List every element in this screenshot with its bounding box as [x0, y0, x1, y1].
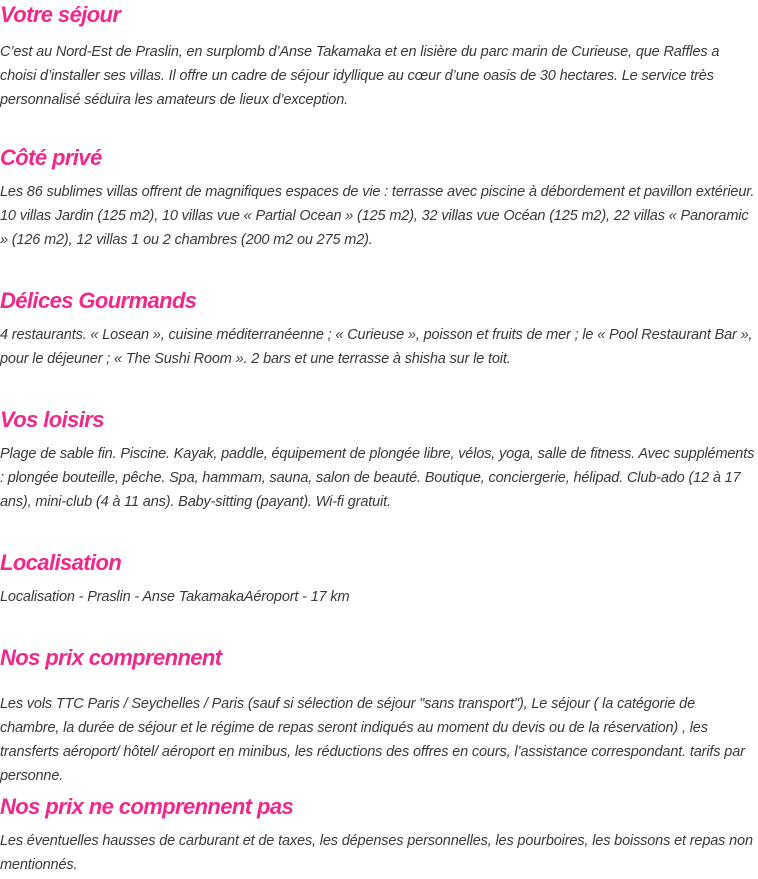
section-text-delices-gourmands: 4 restaurants. « Losean », cuisine méditerranéenne ; « Curieuse », poisson et fruits de mer ; le « Pool Restaurant Bar », pour le déjeuner ; « The Sushi Room ». 2 bars et une terrasse à shisha sur le toit.	[0, 327, 753, 367]
section-title-nos-prix-ne-comprennent-pas: Nos prix ne comprennent pas	[0, 794, 294, 819]
section-title-votre-sejour: Votre séjour	[0, 2, 121, 27]
section-title-localisation: Localisation	[0, 550, 122, 575]
section-text-nos-prix-ne-comprennent-pas: Les éventuelles hausses de carburant et de taxes, les dépenses personnelles, les pourboires, les boissons et repas non mentionnés.	[0, 833, 753, 873]
section-vos-loisirs	[0, 405, 758, 514]
section-cote-prive	[0, 143, 758, 252]
section-delices-gourmands	[0, 286, 758, 371]
section-title-cote-prive: Côté privé	[0, 145, 102, 170]
section-text-nos-prix-comprennent: Les vols TTC Paris / Seychelles / Paris (sauf si sélection de séjour "sans transport"), Le séjour ( la catégorie de chambre, la durée de séjour et le régime de repas seront indiqués au moment du devis ou de la réservation) , les transferts aéroport/ hôtel/ aéroport en minibus, les réductions des offres en cours, l’assistance correspondant. tarifs par personne.	[0, 696, 745, 784]
section-text-cote-prive: Les 86 sublimes villas offrent de magnifiques espaces de vie : terrasse avec piscine à débordement et pavillon extérieur. 10 villas Jardin (125 m2), 10 villas vue « Partial Ocean » (125 m2), 32 villas vue Océan (125 m2), 22 villas « Panoramic » (126 m2), 12 villas 1 ou 2 chambres (200 m2 ou 275 m2).	[0, 184, 755, 248]
section-text-vos-loisirs: Plage de sable fin. Piscine. Kayak, paddle, équipement de plongée libre, vélos, yoga, salle de fitness. Avec suppléments : plongée bouteille, pêche. Spa, hammam, sauna, salon de beauté. Boutique, conciergerie, hélipad. Club-ado (12 à 17 ans), mini-club (4 à 11 ans). Baby-sitting (payant). Wi-fi gratuit.	[0, 446, 755, 510]
section-text-localisation: Localisation - Praslin - Anse TakamakaAéroport - 17 km	[0, 589, 350, 605]
section-nos-prix-comprennent	[0, 643, 758, 788]
section-title-nos-prix-comprennent: Nos prix comprennent	[0, 645, 222, 670]
section-title-delices-gourmands: Délices Gourmands	[0, 288, 197, 313]
section-votre-sejour	[0, 0, 758, 112]
section-text-votre-sejour: C’est au Nord-Est de Praslin, en surplomb d’Anse Takamaka et en lisière du parc marin de Curieuse, que Raffles a choisi d’installer ses villas. Il offre un cadre de séjour idyllique au cœur d’une oasis de 30 hectares. Le service très personnalisé séduira les amateurs de lieux d’exception.	[0, 44, 720, 108]
section-localisation	[0, 548, 758, 609]
section-nos-prix-ne-comprennent-pas	[0, 792, 758, 877]
section-title-vos-loisirs: Vos loisirs	[0, 407, 104, 432]
